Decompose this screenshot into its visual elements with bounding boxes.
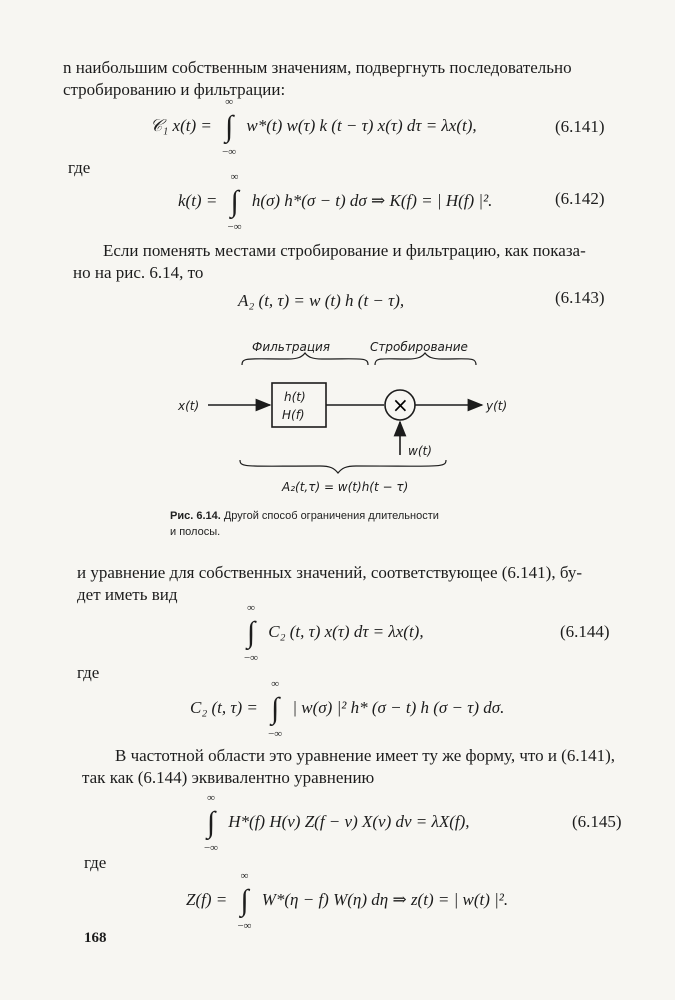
equation-6-145: [198, 792, 470, 854]
equation-rhs: C₂ (t, τ) x(τ) dτ = λx(t),: [268, 621, 424, 641]
equation-number: (6.142): [555, 189, 605, 208]
paragraph-line: дет иметь вид: [77, 585, 178, 604]
paragraph-line: и уравнение для собственных значений, соответствующее (6.141), бу-: [77, 563, 582, 582]
label-filtration: Фильтрация: [252, 340, 331, 354]
equation-lhs: C₂ (t, τ) =: [190, 697, 258, 717]
label-strobing: Стробирование: [370, 340, 468, 354]
equation-lhs: k(t) =: [178, 190, 218, 210]
equation-rhs: H*(f) H(ν) Z(f − ν) X(ν) dν = λX(f),: [228, 811, 470, 831]
integral-sign: ∞ ∫ −∞: [227, 171, 242, 233]
caption-prefix: Рис. 6.14.: [170, 510, 221, 522]
integral-sign: ∞ ∫ −∞: [222, 96, 237, 158]
equation-z: [186, 870, 509, 932]
integral-sign: ∞ ∫ −∞: [243, 602, 259, 664]
equation-lhs: 𝒞₁ x(t) =: [150, 115, 212, 135]
block-diagram-figure: [170, 335, 530, 500]
equation-6-144: [238, 602, 424, 664]
equation-6-141: [150, 96, 477, 158]
paragraph-line: В частотной области это уравнение имеет ту же форму, что и (6.141),: [115, 746, 616, 765]
equation-number: (6.141): [555, 117, 605, 136]
filter-impulse-label: h(t): [284, 390, 306, 404]
equation-number: (6.145): [572, 812, 622, 831]
integral-sign: ∞ ∫ −∞: [268, 678, 283, 740]
paragraph-line: так как (6.144) эквивалентно уравнению: [82, 768, 375, 787]
equation-6-142: [178, 171, 493, 233]
where-label: где: [68, 158, 91, 177]
brace-filtration: [242, 353, 368, 365]
figure-caption: [170, 508, 439, 524]
equation-c2: [190, 678, 505, 740]
figure-caption-line: и полосы.: [170, 526, 221, 538]
multiply-icon: ×: [392, 393, 409, 417]
window-label: w(t): [408, 444, 432, 458]
equation-number: (6.144): [560, 622, 610, 641]
where-label: где: [77, 663, 100, 682]
paragraph-line: но на рис. 6.14, то: [73, 263, 204, 282]
equation-rhs: | w(σ) |² h* (σ − t) h (σ − τ) dσ.: [292, 697, 505, 717]
equation-rhs: W*(η − f) W(η) dη ⇒ z(t) = | w(t) |².: [261, 889, 509, 909]
brace-overall: [240, 460, 446, 473]
equation-lhs: Z(f) =: [186, 889, 228, 909]
caption-text: Другой способ ограничения длительности: [223, 510, 439, 522]
page-number: 168: [84, 930, 107, 946]
overall-system-label: A₂(t,τ) = w(t)h(t − τ): [282, 480, 409, 494]
equation-number: (6.143): [555, 288, 605, 307]
paragraph-line: Если поменять местами стробирование и фильтрацию, как показа-: [103, 241, 586, 260]
input-label: x(t): [178, 399, 200, 413]
where-label: где: [84, 853, 107, 872]
paragraph-line: стробированию и фильтрации:: [63, 80, 286, 99]
equation-rhs: w*(t) w(τ) k (t − τ) x(τ) dτ = λx(t),: [246, 115, 477, 135]
paragraph-line: n наибольшим собственным значениям, подвергнуть последовательно: [63, 58, 572, 77]
integral-sign: ∞ ∫ −∞: [203, 792, 219, 854]
filter-transfer-label: H(f): [282, 408, 305, 422]
equation-6-143: A₂ (t, τ) = w (t) h (t − τ),: [238, 291, 405, 310]
equation-rhs: h(σ) h*(σ − t) dσ ⇒ K(f) = | H(f) |².: [251, 190, 493, 210]
integral-sign: ∞ ∫ −∞: [237, 870, 252, 932]
output-label: y(t): [486, 399, 508, 413]
brace-strobing: [375, 353, 476, 365]
